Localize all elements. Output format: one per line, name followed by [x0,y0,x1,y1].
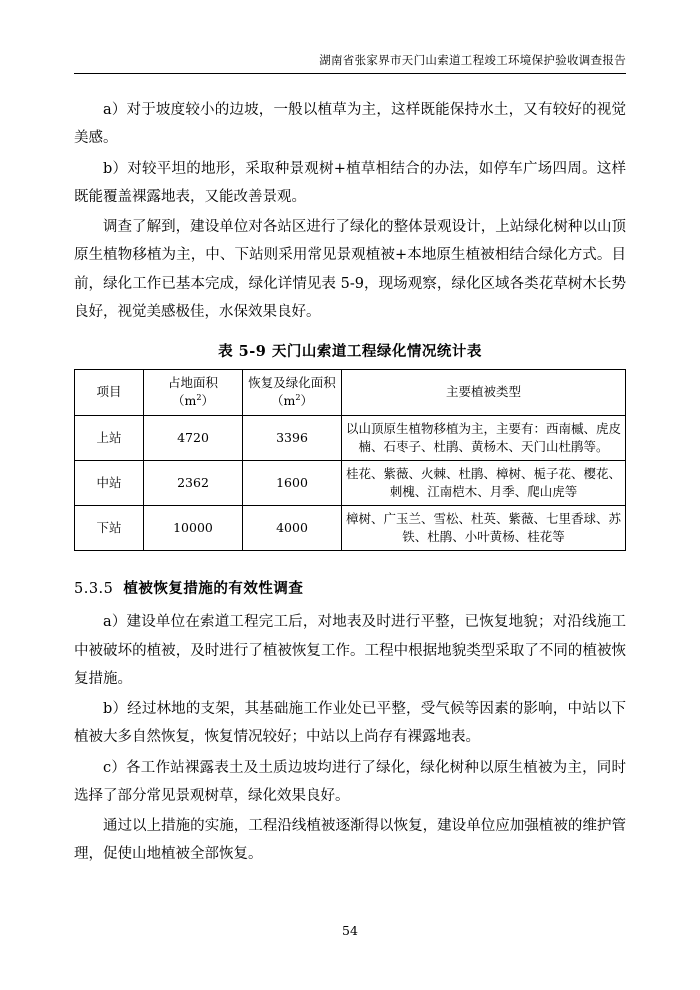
cell-area: 4720 [144,415,243,460]
header-area-sup: 2 [196,392,202,403]
paragraph-a-slope: a）对于坡度较小的边坡，一般以植草为主，这样既能保持水土，又有较好的视觉美感。 [74,102,626,147]
header-recover-sup: 2 [295,392,301,403]
table-row [75,415,626,460]
page-number: 54 [342,923,358,938]
header-item: 项目 [75,370,144,415]
cell-recover: 4000 [243,506,342,551]
header-vegetation-types: 主要植被类型 [342,370,626,415]
section-number: 5.3.5 [74,581,114,598]
cell-types: 樟树、广玉兰、雪松、杜英、紫薇、七里香球、苏铁、杜鹃、小叶黄杨、桂花等 [342,506,626,551]
header-recover-text: 恢复及绿化面积（m [248,375,336,409]
table-row [75,506,626,551]
section-title: 植被恢复措施的有效性调查 [123,580,304,598]
cell-types: 桂花、紫薇、火棘、杜鹃、樟树、栀子花、樱花、刺槐、江南桤木、月季、爬山虎等 [342,460,626,505]
cell-station: 下站 [75,506,144,551]
header-divider [74,73,626,74]
cell-station: 中站 [75,460,144,505]
paragraph-b-flat: b）对较平坦的地形，采取种景观树+植草相结合的办法，如停车广场四周。这样既能覆盖裸露地表，又能改善景观。 [74,160,626,205]
paragraph-survey-summary: 调查了解到，建设单位对各站区进行了绿化的整体景观设计，上站绿化树种以山顶原生植物移植为主，中、下站则采用常见景观植被+本地原生植被相结合绿化方式。目前，绿化工作已基本完成，绿化详情见表 5-9，现场观察，绿化区域各类花草树木长势良好，视觉美感极佳，水保效果良好。 [74,219,626,320]
header-recover [243,370,342,415]
cell-types: 以山顶原生植物移植为主，主要有：西南槭、虎皮楠、石枣子、杜鹃、黄杨木、天门山杜鹃等。 [342,415,626,460]
header-area-suffix: ） [201,393,215,409]
cell-recover: 3396 [243,415,342,460]
paragraph-c-stations: c）各工作站裸露表土及土质边坡均进行了绿化，绿化树种以原生植被为主，同时选择了部分常见景观树草，绿化效果良好。 [74,759,626,804]
cell-area: 10000 [144,506,243,551]
table-caption: 表 5-9 天门山索道工程绿化情况统计表 [218,343,482,361]
paragraph-b-forest: b）经过林地的支架，其基础施工作业处已平整，受气候等因素的影响，中站以下植被大多自然恢复，恢复情况较好；中站以上尚存有裸露地表。 [74,701,626,746]
page-header: 湖南省张家界市天门山索道工程竣工环境保护验收调查报告 [319,53,626,67]
cell-area: 2362 [144,460,243,505]
table-row [75,460,626,505]
cell-recover: 1600 [243,460,342,505]
greening-statistics-table [74,369,626,551]
header-area-text: 占地面积（m [167,375,218,409]
cell-station: 上站 [75,415,144,460]
paragraph-a-restoration: a）建设单位在索道工程完工后，对地表及时进行平整，已恢复地貌；对沿线施工中被破坏的植被，及时进行了植被恢复工作。工程中根据地貌类型采取了不同的植被恢复措施。 [74,614,626,687]
paragraph-conclusion: 通过以上措施的实施，工程沿线植被逐渐得以恢复，建设单位应加强植被的维护管理，促使山地植被全部恢复。 [74,818,626,863]
table-header-row [75,370,626,415]
header-recover-suffix: ） [300,393,314,409]
section-heading [74,577,626,598]
header-area [144,370,243,415]
